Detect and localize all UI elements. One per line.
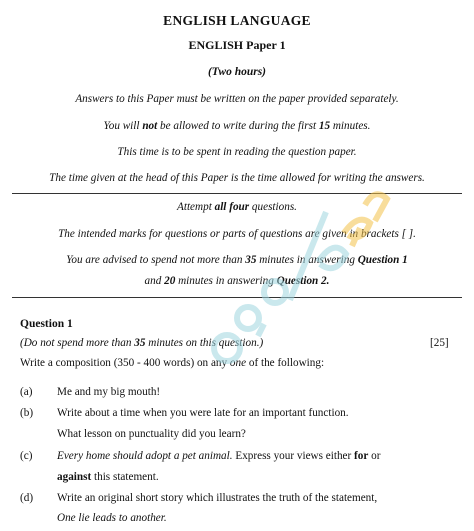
option-label: (d) — [20, 492, 34, 504]
option-text: Every home should adopt a pet animal. Express your views either for or — [57, 450, 381, 462]
option-text: One lie leads to another. — [57, 512, 167, 524]
option-text: What lesson on punctuality did you learn? — [57, 428, 246, 440]
instruction-time-q1: You are advised to spend not more than 35 minutes in answering Question 1 — [66, 254, 408, 266]
instruction-answers: Answers to this Paper must be written on the paper provided separately. — [75, 93, 399, 105]
option-text: Me and my big mouth! — [57, 386, 161, 398]
divider-top — [12, 193, 462, 194]
option-label: (a) — [20, 386, 33, 398]
paper-title: ENGLISH LANGUAGE — [163, 13, 311, 28]
option-text: Write about a time when you were late for an important function. — [57, 407, 349, 419]
option-label: (c) — [20, 450, 33, 462]
question-time-note: (Do not spend more than 35 minutes on this question.) — [20, 337, 264, 349]
question-heading: Question 1 — [20, 318, 73, 330]
divider-bottom — [12, 297, 462, 298]
question-marks: [25] — [430, 337, 449, 349]
paper-subtitle: ENGLISH Paper 1 — [188, 38, 286, 52]
paper-duration: (Two hours) — [207, 66, 267, 78]
option-text: against this statement. — [57, 471, 159, 483]
question-prompt: Write a composition (350 - 400 words) on any one of the following: — [20, 357, 325, 369]
instruction-reading-purpose: This time is to be spent in reading the question paper. — [117, 146, 357, 158]
instruction-time-allowed: The time given at the head of this Paper is the time allowed for writing the answers. — [49, 172, 425, 184]
instruction-marks: The intended marks for questions or parts of questions are given in brackets [ ]. — [58, 228, 416, 240]
option-text: Write an original short story which illustrates the truth of the statement, — [57, 492, 378, 504]
instruction-time-q2: and 20 minutes in answering Question 2. — [144, 275, 330, 287]
instruction-reading-time: You will not be allowed to write during the first 15 minutes. — [103, 120, 371, 132]
instruction-attempt: Attempt all four questions. — [177, 201, 297, 213]
option-label: (b) — [20, 407, 34, 419]
